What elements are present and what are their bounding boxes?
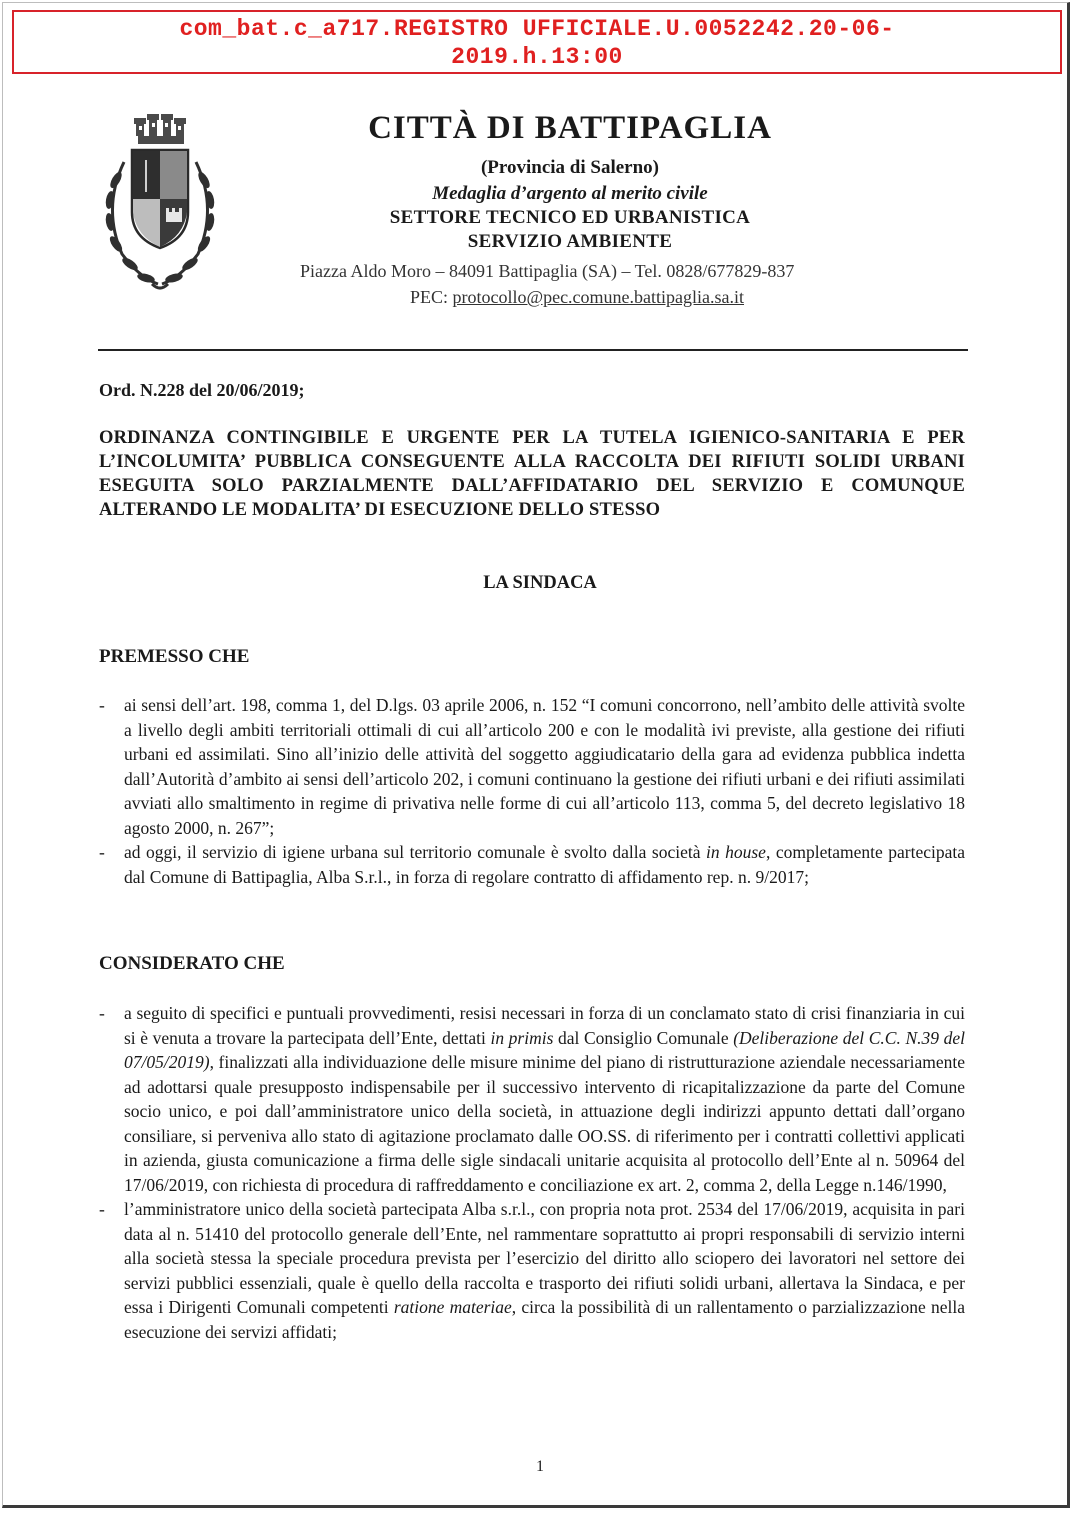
considerato-item-2-text-b: , circa la possibilità di un rallentamento o parzializzazione nella esecuzione dei servizi affidati; (124, 1297, 966, 1342)
considerato-list (99, 1001, 965, 1344)
authority-heading: LA SINDACA (483, 573, 597, 593)
ordinance-title: ORDINANZA CONTINGIBILE E URGENTE PER LA TUTELA IGIENICO-SANITARIA E PER L’INCOLUMITA’ PUBBLICA CONSEGUENTE ALLA RACCOLTA DEI RIFIUTI SOLIDI URBANI ESEGUITA SOLO PARZIALMENTE DALL’AFFIDATARIO DEL SERVIZIO E COMUNQUE ALTERANDO LE MODALITA’ DI ESECUZIONE DELLO STESSO (99, 428, 965, 520)
protocol-stamp (12, 10, 1062, 74)
sector-line: SETTORE TECNICO ED URBANISTICA (389, 207, 751, 228)
premesso-list (99, 693, 965, 889)
header-divider (98, 349, 968, 351)
premesso-item-1: ai sensi dell’art. 198, comma 1, del D.lgs. 03 aprile 2006, n. 152 “I comuni concorrono, nell’ambito delle attività svolte a livello degli ambiti territoriali ottimali di cui all’articolo 200 e con le modalità ivi previste, alla gestione dei rifiuti urbani ed assimilati. Sino all’inizio delle attività del soggetto aggiudicatario della gara ad evidenza pubblica indetta dall’Autorità d’ambito ai sensi dell’articolo 202, i comuni continuano la gestione dei rifiuti urbani e dei rifiuti assimilati avviati allo smaltimento in regime di privativa nelle forme di cui all’articolo 113, comma 5, del decreto legislativo 18 agosto 2000, n. 267”; (124, 695, 965, 838)
considerato-item-2-emphasis: ratione materiae (393, 1297, 512, 1317)
stamp-line-1: com_bat.c_a717.REGISTRO UFFICIALE.U.0052242.20-06- (179, 16, 895, 42)
ordinance-number: Ord. N.228 del 20/06/2019; (99, 380, 305, 400)
city-name: CITTÀ DI BATTIPAGLIA (368, 110, 772, 146)
list-item (99, 693, 965, 840)
page-number: 1 (536, 1458, 544, 1475)
stamp-line-2: 2019.h.13:00 (451, 44, 623, 70)
considerato-heading: CONSIDERATO CHE (99, 953, 285, 974)
considerato-item-2-text-a: l’amministratore unico della società partecipata Alba s.r.l., con propria nota prot. 2534 del 17/06/2019, acquisita in pari data al n. 51410 del protocollo generale dell’Ente, nel rammentare soprattutto ai propri responsabili di servizio interni alla società stessa la speciale procedura prevista per l’esercizio del diritto allo sciopero dei lavoratori nel settore dei servizi pubblici essenziali, quale è quello della raccolta e trasporto dei rifiuti solidi urbani, allertava la Sindaca, e per essa i Dirigenti Comunali competenti (124, 1199, 965, 1317)
address-line: Piazza Aldo Moro – 84091 Battipaglia (SA) – Tel. 0828/677829-837 (300, 261, 795, 281)
province-line: (Provincia di Salerno) (480, 157, 660, 178)
list-item (99, 840, 965, 889)
list-item (99, 1197, 965, 1344)
pec-label: PEC: (410, 287, 449, 307)
premesso-item-2-emphasis: in house (706, 842, 766, 862)
service-line: SERVIZIO AMBIENTE (467, 231, 673, 252)
city-coat-of-arms-icon (96, 108, 224, 298)
considerato-item-1-emphasis-1: in primis (490, 1027, 554, 1048)
premesso-item-2-text-a: ad oggi, il servizio di igiene urbana sul territorio comunale è svolto dalla società (124, 842, 706, 862)
considerato-item-1-text-a: a seguito di specifici e puntuali provvedimenti, resisi necessari in forza di un conclamato stato di crisi finanziaria in cui si è venuta a trovare la partecipata dell’Ente, dettati (124, 1003, 965, 1048)
pec-email-link[interactable]: protocollo@pec.comune.battipaglia.sa.it (452, 287, 745, 307)
premesso-item-2-text-b: , completamente partecipata dal Comune di Battipaglia, Alba S.r.l., in forza di regolare contratto di affidamento rep. n. 9/2017; (124, 842, 965, 887)
letterhead (300, 110, 840, 253)
considerato-item-1-text-b: dal Consiglio Comunale (553, 1027, 734, 1048)
considerato-item-1-emphasis-2: (Deliberazione del C.C. N.39 del 07/05/2019) (124, 1027, 965, 1072)
pec-line (410, 287, 744, 308)
considerato-item-1-text-c: , finalizzati alla individuazione delle misure minime del piano di ristrutturazione aziendale necessariamente ad adottarsi quale presupposto indispensabile per il successivo intervento di ricapitalizzazione da parte del Comune socio unico, e poi dall’amministratore unico della società, in attuazione degli indirizzi appunto dettati dall’organo consiliare, si perveniva allo stato di agitazione proclamato dalle OO.SS. di riferimento per i contratti collettivi applicati in azienda, giusta comunicazione a firma delle sigle sindacali unitarie acquisita al protocollo dell’Ente al n. 50964 del 17/06/2019, con richiesta di procedura di raffreddamento e conciliazione ex art. 2, comma 2, della Legge n.146/1990, (124, 1052, 965, 1195)
premesso-heading: PREMESSO CHE (99, 646, 250, 667)
list-item (99, 1001, 965, 1197)
medal-line: Medaglia d’argento al merito civile (432, 183, 708, 204)
